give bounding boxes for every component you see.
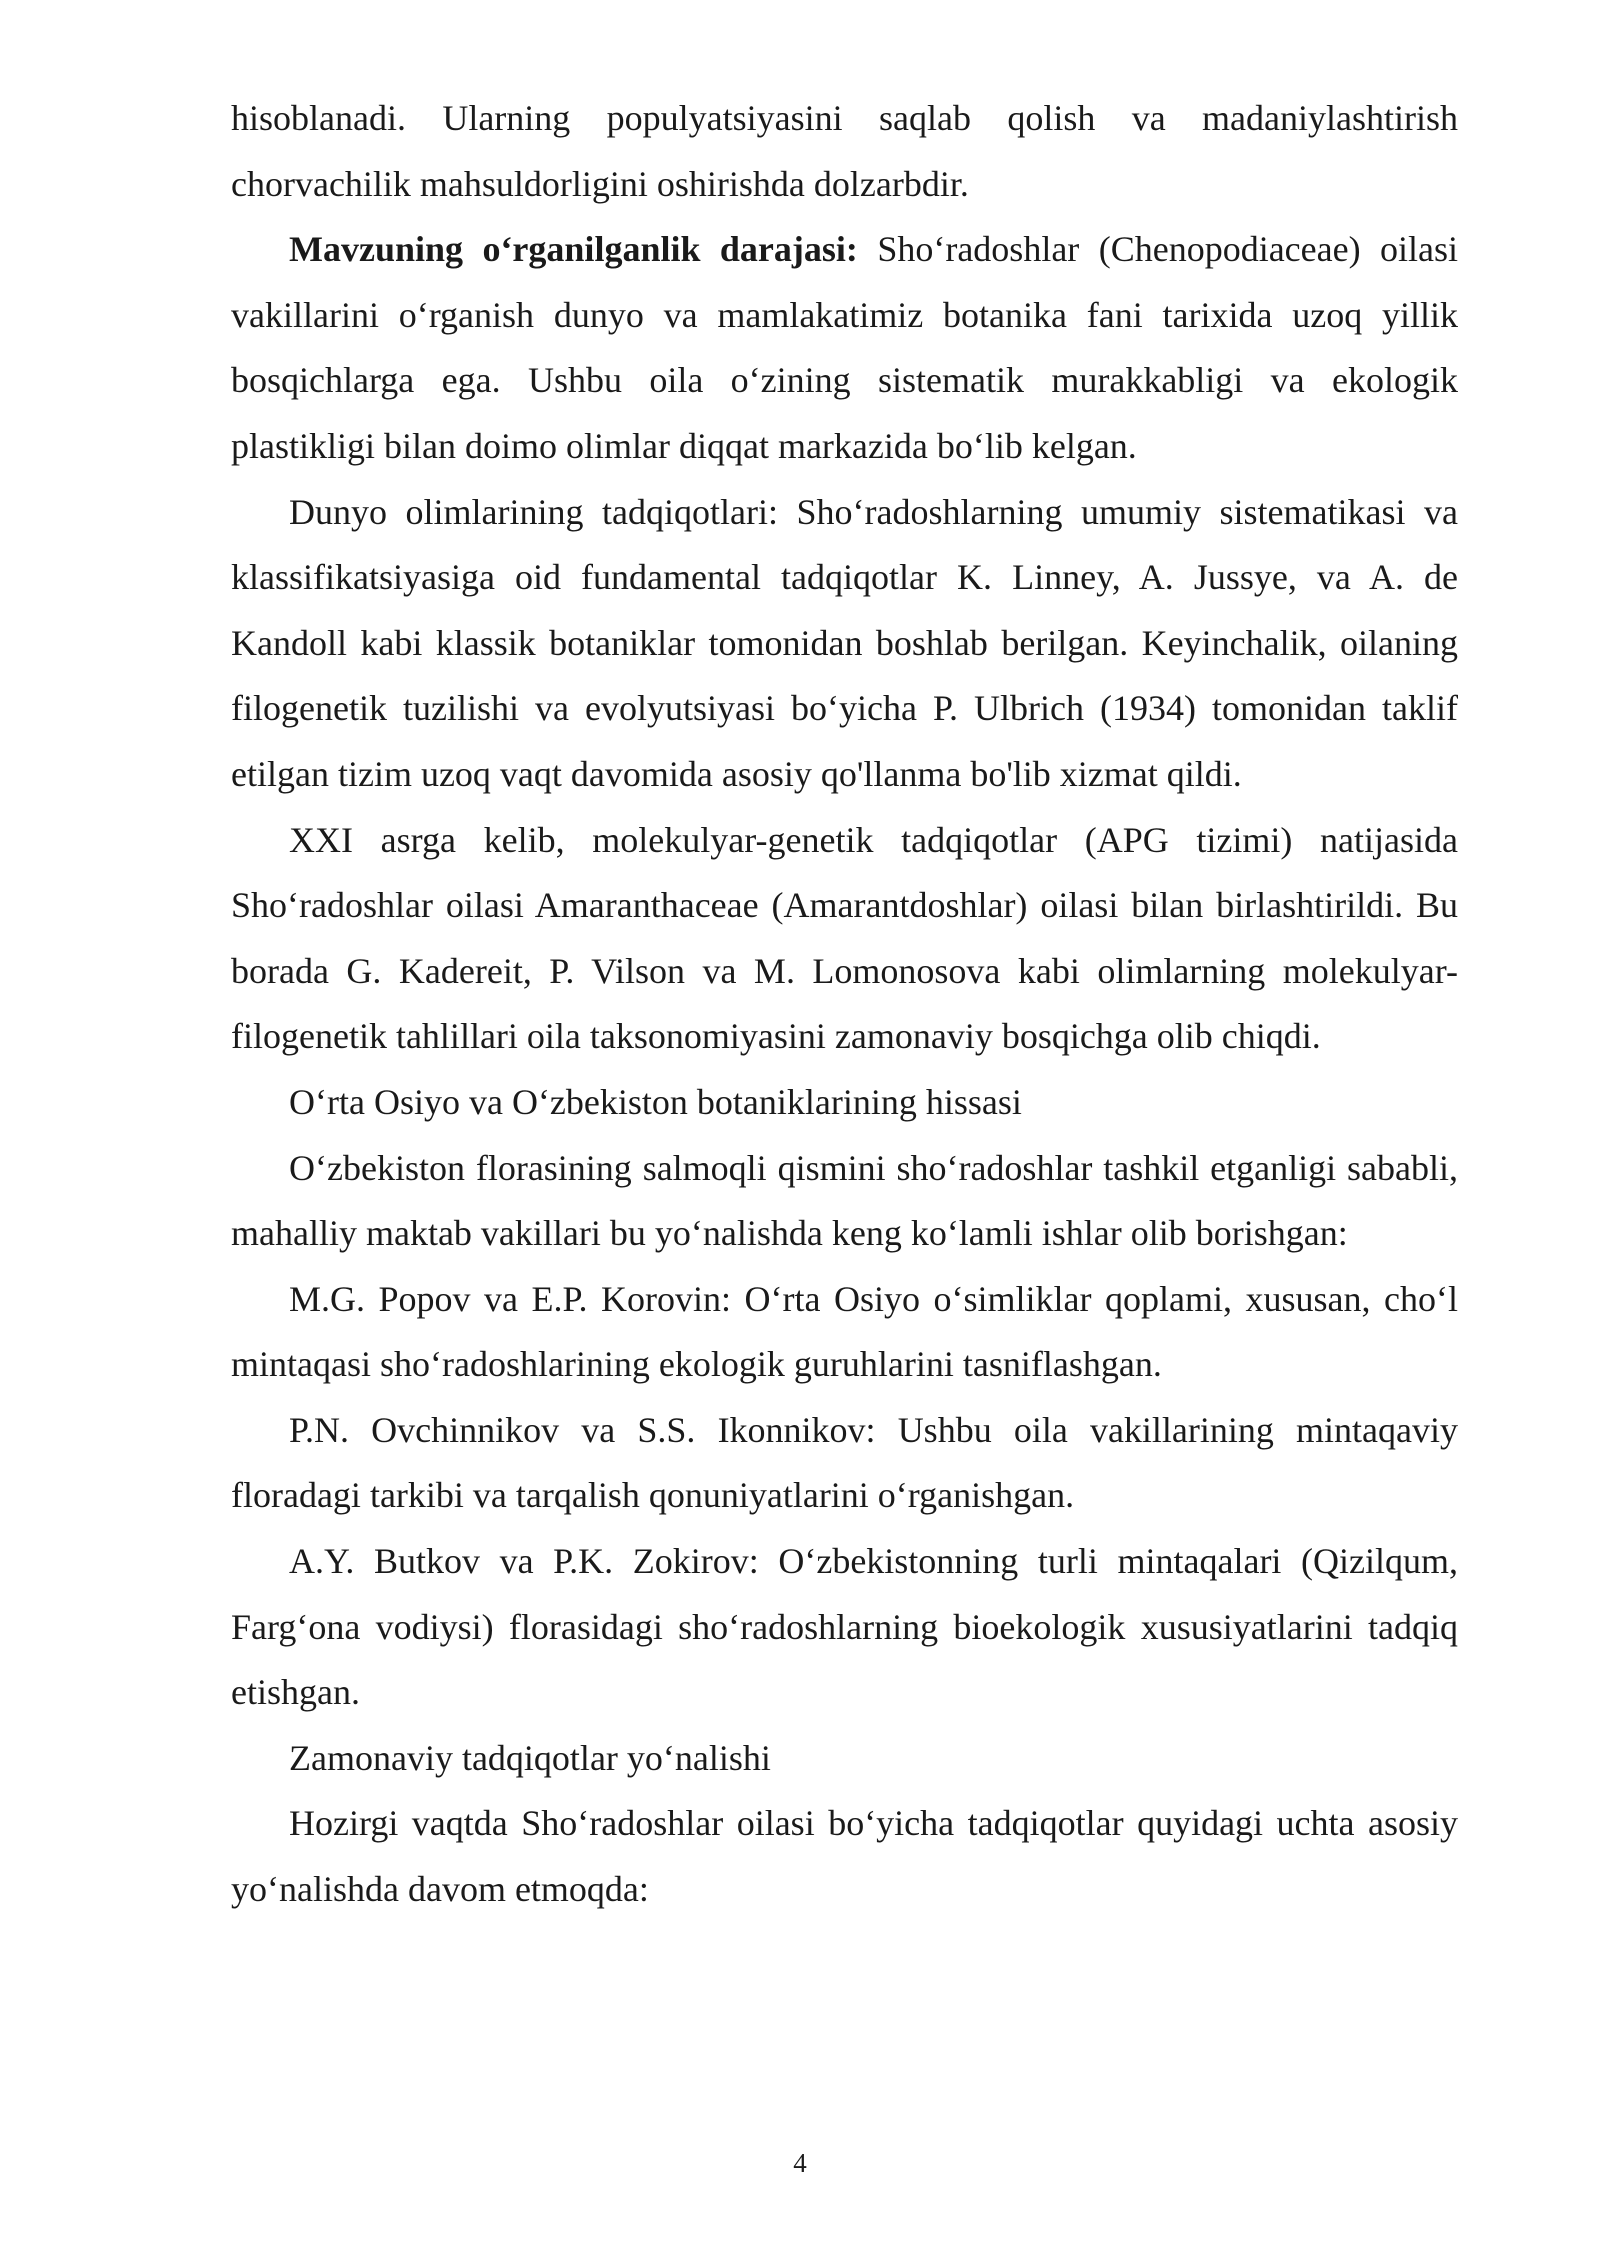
paragraph-butkov-zokirov: A.Y. Butkov va P.K. Zokirov: O‘zbekistonning turli mintaqalari (Qizilqum, Farg‘ona vodiysi) florasidagi sho‘radoshlarning bioekologik xususiyatlarini tadqiq etishgan. bbox=[231, 1541, 1458, 1713]
paragraph-ovchinnikov-ikonnikov: P.N. Ovchinnikov va S.S. Ikonnikov: Ushbu oila vakillarining mintaqaviy floradagi tarkibi va tarqalish qonuniyatlarini o‘rganishgan. bbox=[231, 1409, 1458, 1516]
paragraph-popov-korovin: M.G. Popov va E.P. Korovin: O‘rta Osiyo o‘simliklar qoplami, xususan, cho‘l mintaqasi sho‘radoshlarining ekologik guruhlarini tasniflashgan. bbox=[231, 1278, 1458, 1385]
page-number: 4 bbox=[793, 2148, 807, 2178]
paragraph-study-level: Mavzuning o‘rganilganlik darajasi: Sho‘radoshlar (Chenopodiaceae) oilasi vakillarini o‘rganish dunyo va mamlakatimiz botanika fani tarixida uzoq yillik bosqichlarga ega. Ushbu oila o‘zining sistematik murakkabligi va ekologik plastikligi bilan doimo olimlar diqqat markazida bo‘lib kelgan. bbox=[231, 229, 1458, 466]
paragraph-21st-century: XXI asrga kelib, molekulyar-genetik tadqiqotlar (APG tizimi) natijasida Sho‘radoshlar oilasi Amaranthaceae (Amarantdoshlar) oilasi bilan birlashtirildi. Bu borada G. Kadereit, P. Vilson va M. Lomonosova kabi olimlarning molekulyar-filogenetik tahlillari oila taksonomiyasini zamonaviy bosqichga olib chiqdi. bbox=[231, 819, 1458, 1057]
paragraph-world-scholars: Dunyo olimlarining tadqiqotlari: Sho‘radoshlarning umumiy sistematikasi va klassifikatsiyasiga oid fundamental tadqiqotlar K. Linney, A. Jussye, va A. de Kandoll kabi klassik botaniklar tomonidan boshlab berilgan. Keyinchalik, oilaning filogenetik tuzilishi va evolyutsiyasi bo‘yicha P. Ulbrich (1934) tomonidan taklif etilgan tizim uzoq vaqt davomida asosiy qo'llanma bo'lib xizmat qildi. bbox=[231, 491, 1458, 794]
paragraph-uzbekistan-flora: O‘zbekiston florasining salmoqli qismini sho‘radoshlar tashkil etganligi sababli, mahalliy maktab vakillari bu yo‘nalishda keng ko‘lamli ishlar olib borishgan: bbox=[231, 1147, 1458, 1254]
paragraph-current-directions: Hozirgi vaqtda Sho‘radoshlar oilasi bo‘yicha tadqiqotlar quyidagi uchta asosiy yo‘nalishda davom etmoqda: bbox=[231, 1803, 1458, 1910]
paragraph-continuation: hisoblanadi. Ularning populyatsiyasini saqlab qolish va madaniylashtirish chorvachilik mahsuldorligini oshirishda dolzarbdir. bbox=[231, 98, 1458, 204]
section-lead-heading: Mavzuning o‘rganilganlik darajasi: bbox=[289, 229, 858, 270]
subheading-central-asia: O‘rta Osiyo va O‘zbekiston botaniklarining hissasi bbox=[289, 1081, 1022, 1122]
page-body bbox=[231, 86, 1458, 1923]
subheading-modern-research: Zamonaviy tadqiqotlar yo‘nalishi bbox=[289, 1737, 771, 1778]
